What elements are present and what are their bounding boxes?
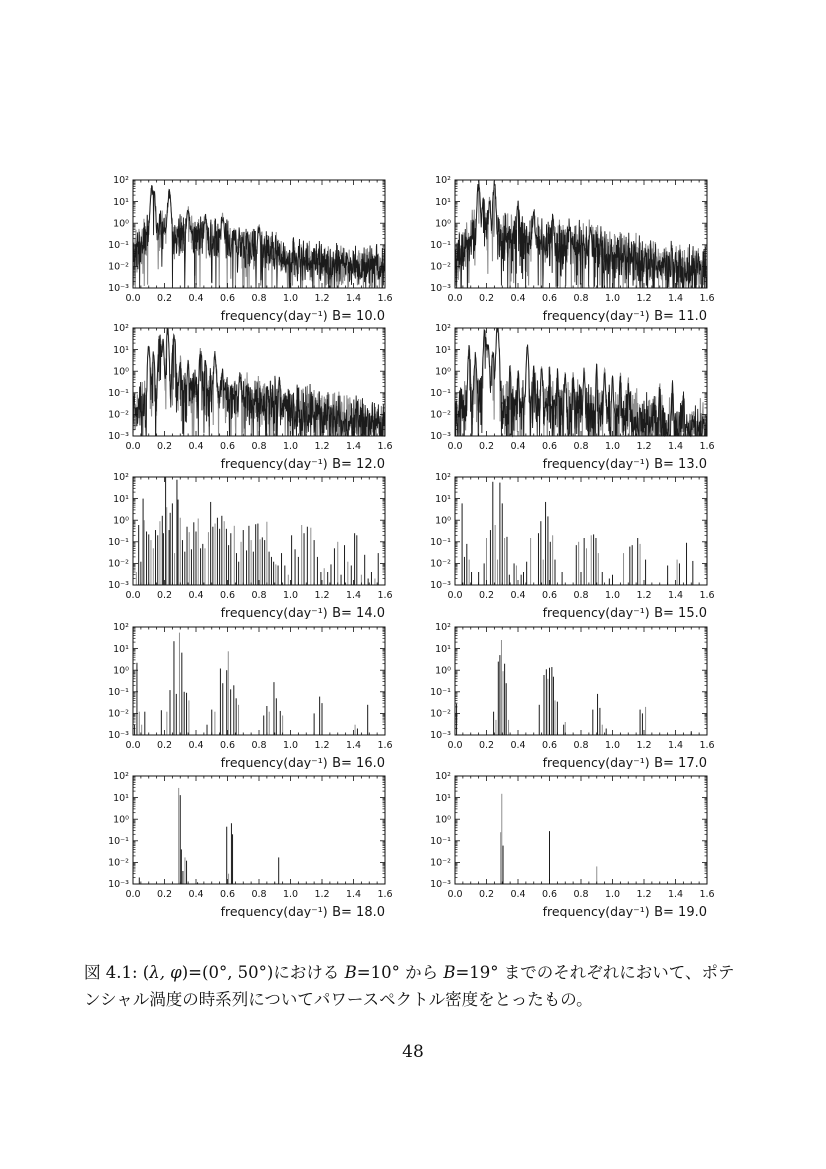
x-tick-label: 1.4	[667, 889, 684, 900]
plot-frame	[133, 627, 385, 735]
x-tick-label: 0.6	[219, 441, 236, 452]
y-tick-label: 10⁻²	[430, 708, 451, 720]
x-tick-label: 0.4	[188, 293, 204, 304]
x-tick-label: 1.2	[314, 889, 330, 900]
panel-b-label: B= 12.0	[332, 457, 385, 470]
spectrum-panel-b16	[88, 617, 398, 769]
x-tick-label: 0.0	[447, 590, 463, 601]
x-axis-title: frequency(day⁻¹)	[542, 904, 650, 918]
x-tick-label: 1.4	[345, 740, 362, 751]
y-tick-label: 10¹	[435, 344, 451, 356]
x-tick-label: 0.0	[447, 889, 463, 900]
panel-b-label: B= 13.0	[654, 457, 707, 470]
spectrum-panel-b11	[410, 170, 720, 322]
y-tick-label: 10⁻¹	[108, 537, 129, 548]
x-tick-label: 0.8	[251, 740, 267, 751]
y-tick-label: 10²	[113, 323, 129, 335]
y-tick-label: 10¹	[435, 196, 451, 208]
y-tick-label: 10⁰	[435, 814, 451, 826]
y-tick-label: 10¹	[113, 493, 129, 505]
y-tick-label: 10¹	[113, 792, 129, 804]
y-tick-label: 10¹	[113, 196, 129, 208]
x-tick-label: 1.0	[604, 293, 621, 304]
y-tick-label: 10⁻¹	[430, 687, 451, 698]
x-tick-label: 0.8	[251, 293, 267, 304]
x-tick-label: 1.2	[636, 740, 652, 751]
x-tick-label: 0.4	[188, 441, 204, 452]
y-tick-label: 10¹	[435, 643, 451, 655]
x-tick-label: 1.6	[377, 293, 393, 304]
y-tick-label: 10⁻³	[108, 283, 129, 295]
x-tick-label: 0.0	[447, 293, 463, 304]
y-tick-label: 10⁻³	[430, 730, 451, 742]
x-tick-label: 0.8	[251, 889, 267, 900]
x-tick-label: 0.4	[188, 740, 204, 751]
x-tick-label: 1.6	[377, 441, 393, 452]
y-tick-label: 10⁻²	[430, 409, 451, 421]
x-tick-label: 0.2	[478, 590, 495, 601]
y-tick-label: 10⁻²	[430, 261, 451, 273]
panel-b-label: B= 16.0	[332, 756, 385, 769]
y-tick-label: 10²	[435, 622, 451, 634]
x-tick-label: 0.4	[510, 293, 526, 304]
x-tick-label: 1.2	[314, 740, 330, 751]
x-tick-label: 0.4	[510, 590, 526, 601]
x-tick-label: 1.4	[667, 590, 684, 601]
x-tick-label: 1.6	[699, 590, 715, 601]
y-tick-label: 10⁻¹	[108, 388, 129, 399]
x-axis-title: frequency(day⁻¹)	[220, 456, 328, 470]
caption-text: =10° から	[356, 963, 444, 982]
y-tick-label: 10²	[113, 175, 129, 187]
y-tick-label: 10⁰	[435, 665, 451, 677]
x-axis-title: frequency(day⁻¹)	[220, 755, 328, 769]
y-tick-label: 10²	[435, 472, 451, 484]
x-tick-label: 1.2	[636, 441, 652, 452]
x-tick-label: 0.4	[510, 889, 526, 900]
spectrum-panel-b18	[88, 766, 398, 918]
y-tick-label: 10⁻³	[108, 431, 129, 443]
spectrum-panel-b12	[88, 318, 398, 470]
y-tick-label: 10¹	[435, 792, 451, 804]
x-tick-label: 0.4	[188, 590, 204, 601]
x-tick-label: 0.8	[573, 889, 589, 900]
figure-caption	[84, 960, 750, 1013]
y-tick-label: 10²	[113, 771, 129, 783]
x-axis-title: frequency(day⁻¹)	[542, 605, 650, 619]
caption-text: )=(0°, 50°)における	[181, 963, 345, 982]
y-tick-label: 10⁻³	[430, 879, 451, 891]
y-tick-label: 10⁻²	[108, 857, 129, 869]
x-tick-label: 0.8	[573, 293, 589, 304]
x-tick-label: 0.0	[125, 590, 141, 601]
x-tick-label: 1.4	[667, 293, 684, 304]
spectrum-panel-b15	[410, 467, 720, 619]
caption-text: =19° までのそれぞれにおいて、ポテンシャル渦度の時系列についてパワースペクトル密度をとったもの。	[84, 963, 735, 1009]
y-tick-label: 10⁻³	[430, 580, 451, 592]
y-tick-label: 10⁻¹	[430, 836, 451, 847]
x-tick-label: 1.6	[377, 740, 393, 751]
y-tick-label: 10²	[435, 771, 451, 783]
x-axis-title: frequency(day⁻¹)	[542, 308, 650, 322]
x-tick-label: 1.6	[377, 590, 393, 601]
panel-b-label: B= 11.0	[654, 309, 707, 322]
x-tick-label: 0.4	[510, 441, 526, 452]
spectrum-panel-b14	[88, 467, 398, 619]
x-tick-label: 1.2	[314, 590, 330, 601]
y-tick-label: 10⁰	[113, 814, 129, 826]
caption-text: 図 4.1: (	[84, 963, 150, 982]
plot-frame	[133, 776, 385, 884]
x-tick-label: 0.4	[510, 740, 526, 751]
y-tick-label: 10⁻²	[430, 857, 451, 869]
x-tick-label: 1.4	[345, 590, 362, 601]
y-tick-label: 10⁻¹	[430, 537, 451, 548]
x-tick-label: 1.0	[282, 441, 299, 452]
x-tick-label: 1.2	[314, 441, 330, 452]
y-tick-label: 10⁻¹	[430, 388, 451, 399]
y-tick-label: 10¹	[113, 643, 129, 655]
panel-b-label: B= 17.0	[654, 756, 707, 769]
x-tick-label: 1.6	[699, 740, 715, 751]
x-tick-label: 1.4	[667, 441, 684, 452]
x-tick-label: 1.2	[636, 889, 652, 900]
y-tick-label: 10²	[435, 323, 451, 335]
x-tick-label: 1.0	[282, 293, 299, 304]
caption-variable: λ, φ	[149, 963, 182, 982]
plot-frame	[455, 627, 707, 735]
x-tick-label: 1.0	[282, 740, 299, 751]
y-tick-label: 10⁻¹	[108, 687, 129, 698]
panel-b-label: B= 15.0	[654, 606, 707, 619]
x-axis-title: frequency(day⁻¹)	[220, 904, 328, 918]
x-tick-label: 1.2	[314, 293, 330, 304]
panel-b-label: B= 10.0	[332, 309, 385, 322]
x-tick-label: 0.2	[478, 293, 495, 304]
x-tick-label: 0.2	[156, 590, 173, 601]
x-tick-label: 0.6	[541, 740, 558, 751]
y-tick-label: 10⁰	[113, 665, 129, 677]
x-tick-label: 1.4	[345, 889, 362, 900]
y-tick-label: 10⁰	[435, 218, 451, 230]
y-tick-label: 10²	[435, 175, 451, 187]
x-tick-label: 0.6	[541, 590, 558, 601]
panel-b-label: B= 18.0	[332, 905, 385, 918]
x-tick-label: 0.6	[219, 590, 236, 601]
x-tick-label: 1.4	[345, 293, 362, 304]
page-number: 48	[402, 1042, 424, 1062]
x-tick-label: 0.0	[125, 889, 141, 900]
y-tick-label: 10⁻¹	[108, 836, 129, 847]
x-tick-label: 0.2	[478, 889, 495, 900]
x-tick-label: 1.0	[282, 590, 299, 601]
x-axis-title: frequency(day⁻¹)	[220, 605, 328, 619]
y-tick-label: 10⁻¹	[108, 240, 129, 251]
x-tick-label: 0.0	[125, 441, 141, 452]
caption-variable: B	[443, 963, 456, 982]
x-tick-label: 1.2	[636, 293, 652, 304]
y-tick-label: 10⁻¹	[430, 240, 451, 251]
x-tick-label: 0.0	[125, 740, 141, 751]
x-tick-label: 1.4	[667, 740, 684, 751]
x-tick-label: 0.6	[219, 293, 236, 304]
x-tick-label: 1.6	[699, 889, 715, 900]
y-tick-label: 10⁻²	[108, 409, 129, 421]
y-tick-label: 10⁰	[113, 515, 129, 527]
x-tick-label: 0.6	[219, 889, 236, 900]
x-tick-label: 0.6	[541, 441, 558, 452]
x-tick-label: 1.6	[699, 293, 715, 304]
y-tick-label: 10⁰	[435, 366, 451, 378]
panel-b-label: B= 14.0	[332, 606, 385, 619]
y-tick-label: 10⁻³	[108, 879, 129, 891]
x-tick-label: 0.0	[125, 293, 141, 304]
x-tick-label: 0.6	[541, 293, 558, 304]
x-tick-label: 0.4	[188, 889, 204, 900]
y-tick-label: 10⁻³	[108, 730, 129, 742]
x-tick-label: 0.2	[156, 740, 173, 751]
y-tick-label: 10⁻²	[430, 558, 451, 570]
x-tick-label: 0.8	[573, 441, 589, 452]
y-tick-label: 10²	[113, 622, 129, 634]
y-tick-label: 10⁻³	[430, 283, 451, 295]
x-tick-label: 0.2	[156, 889, 173, 900]
y-tick-label: 10⁰	[113, 366, 129, 378]
x-tick-label: 1.6	[377, 889, 393, 900]
y-tick-label: 10¹	[113, 344, 129, 356]
plot-frame	[455, 776, 707, 884]
plot-frame	[133, 477, 385, 585]
x-axis-title: frequency(day⁻¹)	[542, 456, 650, 470]
caption-variable: B	[344, 963, 357, 982]
y-tick-label: 10⁻²	[108, 558, 129, 570]
x-tick-label: 0.0	[447, 441, 463, 452]
spectrum-panel-b17	[410, 617, 720, 769]
x-tick-label: 0.6	[541, 889, 558, 900]
x-tick-label: 0.8	[573, 590, 589, 601]
x-tick-label: 1.0	[604, 740, 621, 751]
spectrum-panel-b19	[410, 766, 720, 918]
y-tick-label: 10⁻³	[430, 431, 451, 443]
y-tick-label: 10⁻²	[108, 708, 129, 720]
x-tick-label: 1.2	[636, 590, 652, 601]
x-tick-label: 0.8	[251, 441, 267, 452]
x-tick-label: 1.6	[699, 441, 715, 452]
x-tick-label: 1.0	[604, 590, 621, 601]
x-tick-label: 0.2	[478, 441, 495, 452]
x-tick-label: 0.2	[478, 740, 495, 751]
x-axis-title: frequency(day⁻¹)	[220, 308, 328, 322]
x-tick-label: 1.0	[282, 889, 299, 900]
y-tick-label: 10⁻²	[108, 261, 129, 273]
spectrum-panel-b13	[410, 318, 720, 470]
y-tick-label: 10⁰	[113, 218, 129, 230]
x-tick-label: 0.2	[156, 441, 173, 452]
panel-b-label: B= 19.0	[654, 905, 707, 918]
x-tick-label: 1.0	[604, 889, 621, 900]
x-axis-title: frequency(day⁻¹)	[542, 755, 650, 769]
x-tick-label: 0.0	[447, 740, 463, 751]
x-tick-label: 0.8	[573, 740, 589, 751]
x-tick-label: 1.0	[604, 441, 621, 452]
x-tick-label: 0.8	[251, 590, 267, 601]
y-tick-label: 10⁰	[435, 515, 451, 527]
y-tick-label: 10²	[113, 472, 129, 484]
x-tick-label: 0.2	[156, 293, 173, 304]
y-tick-label: 10⁻³	[108, 580, 129, 592]
y-tick-label: 10¹	[435, 493, 451, 505]
x-tick-label: 1.4	[345, 441, 362, 452]
x-tick-label: 0.6	[219, 740, 236, 751]
spectrum-panel-b10	[88, 170, 398, 322]
